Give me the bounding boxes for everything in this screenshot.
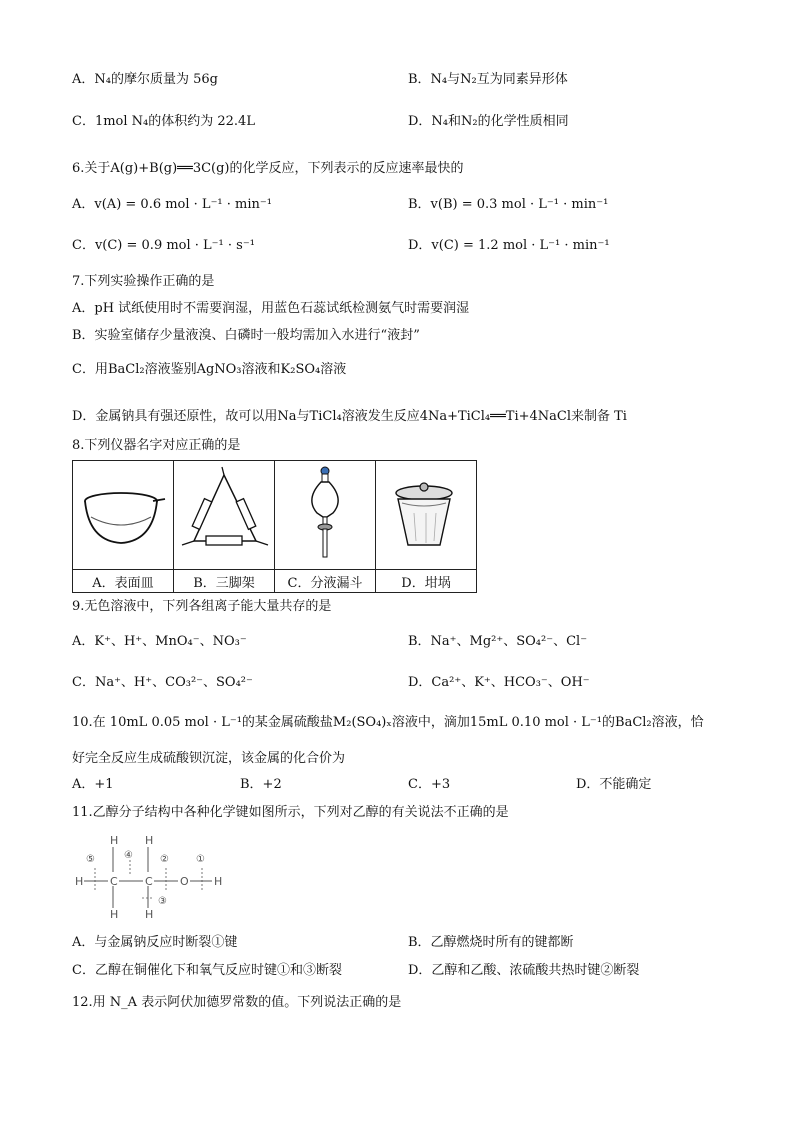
q6-option-a: A．v(A) = 0.6 mol · L⁻¹ · min⁻¹: [72, 197, 272, 212]
q10-option-a: A．+1: [72, 777, 114, 792]
separatory-funnel-icon: [277, 463, 373, 563]
q11-stem: 11.乙醇分子结构中各种化学键如图所示，下列对乙醇的有关说法不正确的是: [72, 805, 509, 820]
clay-triangle-icon: [176, 463, 272, 563]
atom-c1: C: [110, 875, 118, 888]
q5-option-d: D．N₄和N₂的化学性质相同: [408, 114, 569, 129]
q9-option-c: C．Na⁺、H⁺、CO₃²⁻、SO₄²⁻: [72, 675, 253, 690]
bond-mark-1: ①: [196, 854, 205, 865]
q11-option-d: D．乙醇和乙酸、浓硫酸共热时键②断裂: [408, 963, 640, 978]
atom-c2: C: [145, 875, 153, 888]
apparatus-label-d: D．坩埚: [376, 570, 477, 593]
q5-option-c: C．1mol N₄的体积约为 22.4L: [72, 114, 255, 129]
q10-stem-line1: 10.在 10mL 0.05 mol · L⁻¹的某金属硫酸盐M₂(SO₄)ₓ溶液中，滴加15mL 0.10 mol · L⁻¹的BaCl₂溶液，恰: [72, 715, 704, 730]
bond-mark-2: ②: [160, 854, 169, 865]
q7-option-a: A．pH 试纸使用时不需要润湿，用蓝色石蕊试纸检测氨气时需要润湿: [72, 301, 470, 316]
evaporating-dish-cell: [73, 461, 174, 570]
q10-option-b: B．+2: [240, 777, 282, 792]
q6-stem: 6.关于A(g)+B(g)══3C(g)的化学反应，下列表示的反应速率最快的: [72, 161, 464, 176]
apparatus-table: [72, 460, 477, 593]
q10-stem-line2: 好完全反应生成硫酸钡沉淀，该金属的化合价为: [72, 751, 346, 766]
q10-option-c: C．+3: [408, 777, 451, 792]
q6-option-d: D．v(C) = 1.2 mol · L⁻¹ · min⁻¹: [408, 238, 610, 253]
q9-stem: 9.无色溶液中，下列各组离子能大量共存的是: [72, 599, 332, 614]
atom-h-top1: H: [110, 834, 119, 847]
q11-option-c: C．乙醇在铜催化下和氧气反应时键①和③断裂: [72, 963, 342, 978]
crucible-cell: [376, 461, 477, 570]
q9-option-a: A．K⁺、H⁺、MnO₄⁻、NO₃⁻: [72, 634, 247, 649]
q11-option-a: A．与金属钠反应时断裂①键: [72, 935, 238, 950]
bond-mark-4: ④: [124, 850, 133, 861]
apparatus-label-c: C．分液漏斗: [275, 570, 376, 593]
q7-option-b: B．实验室储存少量液溴、白磷时一般均需加入水进行“液封”: [72, 328, 420, 343]
atom-h-top2: H: [145, 834, 154, 847]
ethanol-bond-diagram: [72, 832, 232, 922]
q6-option-c: C．v(C) = 0.9 mol · L⁻¹ · s⁻¹: [72, 238, 255, 253]
bond-mark-3: ③: [158, 896, 167, 907]
clay-triangle-cell: [174, 461, 275, 570]
atom-h-bottom2: H: [145, 908, 154, 921]
atom-h-bottom1: H: [110, 908, 119, 921]
q7-option-d: D．金属钠具有强还原性，故可以用Na与TiCl₄溶液发生反应4Na+TiCl₄══Ti+4NaCl来制备 Ti: [72, 409, 627, 424]
atom-h-right: H: [214, 875, 223, 888]
separatory-funnel-cell: [275, 461, 376, 570]
q10-option-d: D．不能确定: [576, 777, 652, 792]
q5-option-a: A．N₄的摩尔质量为 56g: [72, 72, 218, 87]
q12-stem: 12.用 N_A 表示阿伏加德罗常数的值。下列说法正确的是: [72, 995, 402, 1010]
atom-o: O: [180, 875, 189, 888]
q8-stem: 8.下列仪器名字对应正确的是: [72, 438, 241, 453]
q7-stem: 7.下列实验操作正确的是: [72, 274, 215, 289]
q6-option-b: B．v(B) = 0.3 mol · L⁻¹ · min⁻¹: [408, 197, 609, 212]
bond-mark-5: ⑤: [86, 854, 95, 865]
q11-option-b: B．乙醇燃烧时所有的键都断: [408, 935, 574, 950]
q9-option-d: D．Ca²⁺、K⁺、HCO₃⁻、OH⁻: [408, 675, 590, 690]
apparatus-label-b: B．三脚架: [174, 570, 275, 593]
q7-option-c: C．用BaCl₂溶液鉴别AgNO₃溶液和K₂SO₄溶液: [72, 362, 347, 377]
q9-option-b: B．Na⁺、Mg²⁺、SO₄²⁻、Cl⁻: [408, 634, 588, 649]
evaporating-dish-icon: [75, 463, 171, 563]
atom-h-left: H: [75, 875, 84, 888]
crucible-icon: [378, 463, 474, 563]
q5-option-b: B．N₄与N₂互为同素异形体: [408, 72, 568, 87]
apparatus-label-a: A．表面皿: [73, 570, 174, 593]
